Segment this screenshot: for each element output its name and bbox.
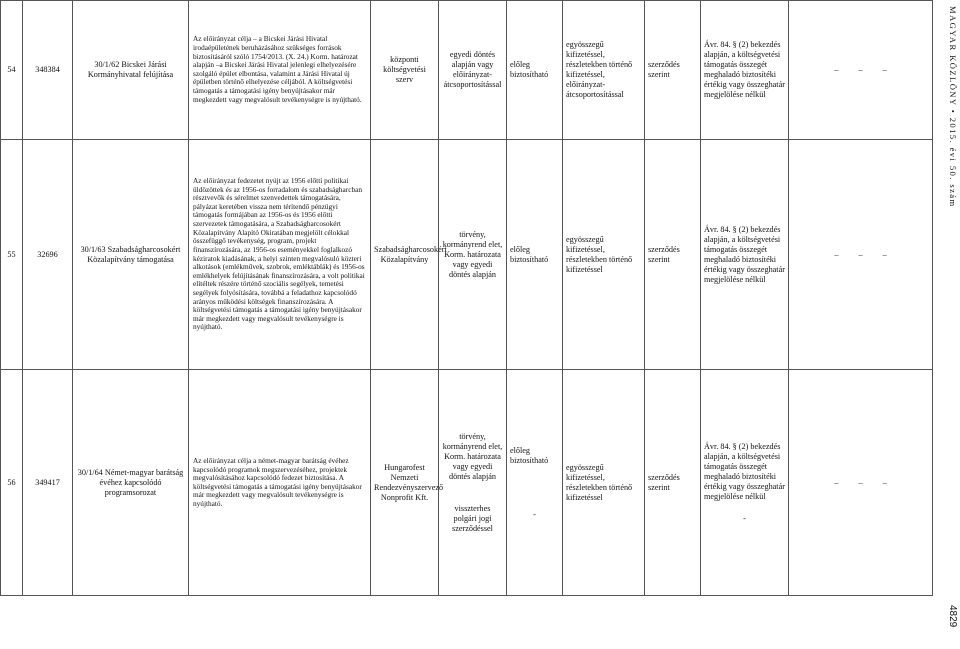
row-payment: egyösszegű kifizetéssel, részletekben történő kifizetéssel bbox=[563, 139, 645, 370]
row-guarantee bbox=[701, 370, 789, 596]
row-guarantee-bottom: - bbox=[743, 513, 746, 523]
row-title: 30/1/64 Német-magyar barátság évéhez kapcsolódó programsorozat bbox=[73, 370, 189, 596]
dash-2: – bbox=[858, 249, 863, 259]
row-payment: egyösszegű kifizetéssel, részletekben történő kifizetéssel bbox=[563, 370, 645, 596]
row-purpose bbox=[189, 370, 371, 596]
row-beneficiary: központi költségvetési szerv bbox=[371, 1, 439, 140]
row-method bbox=[439, 370, 507, 596]
row-guarantee-top: Ávr. 84. § (2) bekezdés alapján, a költségvetési támogatás összegét meghaladó biztosítéki értékig vagy összeghatár megjelölése nélkül bbox=[704, 441, 785, 501]
dash-1: – bbox=[834, 477, 839, 487]
row-number: 56 bbox=[1, 370, 23, 596]
row-purpose bbox=[189, 139, 371, 370]
table-row bbox=[1, 1, 933, 140]
row-handling: szerződés szerint bbox=[645, 370, 701, 596]
table-row bbox=[1, 370, 933, 596]
row-id: 348384 bbox=[23, 1, 73, 140]
row-id: 349417 bbox=[23, 370, 73, 596]
row-number: 55 bbox=[1, 139, 23, 370]
row-payment: egyösszegű kifizetéssel, részletekben történő kifizetéssel, előirányzat-átcsoportosítással bbox=[563, 1, 645, 140]
row-advance: előleg biztosítható bbox=[507, 1, 563, 140]
dash-3: – bbox=[882, 64, 887, 74]
dash-1: – bbox=[834, 64, 839, 74]
page-number-box bbox=[946, 605, 960, 645]
row-method: egyedi döntés alapján vagy előirányzat-átcsoportosítással bbox=[439, 1, 507, 140]
side-header-strip bbox=[944, 0, 960, 596]
row-handling: szerződés szerint bbox=[645, 1, 701, 140]
dash-3: – bbox=[882, 249, 887, 259]
row-purpose bbox=[189, 1, 371, 140]
row-guarantee: Ávr. 84. § (2) bekezdés alapján, a költségvetési támogatás összegét meghaladó biztosítéki értékig vagy összeghatár megjelölése nélkül bbox=[701, 1, 789, 140]
row-beneficiary: Szabadságharcosokért Közalapítvány bbox=[371, 139, 439, 370]
row-dashes bbox=[789, 139, 933, 370]
row-advance-bottom: - bbox=[533, 509, 536, 519]
running-header: MAGYAR KÖZLÖNY • 2015. évi 50. szám bbox=[948, 6, 958, 208]
row-id: 32696 bbox=[23, 139, 73, 370]
row-method-top: törvény, kormányrend elet, Korm. határozata vagy egyedi döntés alapján bbox=[442, 431, 503, 481]
row-title: 30/1/62 Bicskei Járási Kormányhivatal felújítása bbox=[73, 1, 189, 140]
row-advance bbox=[507, 370, 563, 596]
row-purpose-text: Az előirányzat fedezetet nyújt az 1956 előtti politikai üldözöttek és az 1956-os forradalom és szabadságharcban résztvevők és sérelmet szenvedettek támogatására, pályázat keretében vissza nem térítendő pénzügyi támogatás formájában az 1956-os és 1956 előtti szervezetek támogatására, a Szabadságharcosokért Közalapítvány Alapító Okiratában megjelölt célokkal összefüggő tevékenység, program, projekt finanszírozására, az 1956-os eseményekkel foglalkozó kéziratok kiadásának, a helyi szinten megvalósuló közteri alkotások (emlékművek, szobrok, emléktáblák) és 1956-os emlékhelyek felújításának finanszírozására, a volt politikai elítéltek részére történő szociális segélyek, temetési segélyek folyósítására, továbbá a feladathoz kapcsolódó arányos működési költségek finanszírozására. A költségvetési támogatás a támogatási igény benyújtásakor már megkezdett vagy megvalósult tevékenységre is nyújtható. bbox=[193, 176, 365, 332]
row-purpose-text: Az előirányzat célja a német-magyar barátság évéhez kapcsolódó programok megszervezéséhez, projektek megvalósításához kapcsolódó fedezet biztosítása. A költségvetési támogatás a támogatási igény benyújtásakor már megkezdett vagy megvalósult tevékenységre is nyújtható. bbox=[193, 455, 362, 508]
dash-2: – bbox=[858, 477, 863, 487]
table-row bbox=[1, 139, 933, 370]
row-advance: előleg biztosítható bbox=[507, 139, 563, 370]
row-method-bottom: visszterhes polgári jogi szerződéssel bbox=[452, 503, 493, 533]
dash-3: – bbox=[882, 477, 887, 487]
row-handling: szerződés szerint bbox=[645, 139, 701, 370]
row-advance-top: előleg biztosítható bbox=[510, 445, 549, 465]
row-purpose-text: Az előirányzat célja – a Bicskei Járási Hivatal irodaépületének beruházásához szükséges források biztosításáról szóló 1754/2013. (X. 24.) Korm. határozat alapján –a Bicskei Járási Hivatal jelenlegi elhelyezésére szolgáló épület elbontása, valamint a Járási Hivatal új épületben történő elhelyezése céljából. A költségvetési támogatás a támogatási igény benyújtásakor már megkezdett vagy megvalósult tevékenységre is nyújtható. bbox=[193, 34, 362, 104]
page-number: 4829 bbox=[947, 605, 958, 628]
row-title: 30/1/63 Szabadságharcosokért Közalapítvány támogatása bbox=[73, 139, 189, 370]
dash-1: – bbox=[834, 249, 839, 259]
row-dashes bbox=[789, 370, 933, 596]
row-method: törvény, kormányrend elet, Korm. határozata vagy egyedi döntés alapján bbox=[439, 139, 507, 370]
dash-2: – bbox=[858, 64, 863, 74]
row-dashes bbox=[789, 1, 933, 140]
row-beneficiary: Hungarofest Nemzeti Rendezvényszervező Nonprofit Kft. bbox=[371, 370, 439, 596]
row-guarantee: Ávr. 84. § (2) bekezdés alapján, a költségvetési támogatás összegét meghaladó biztosítéki értékig vagy összeghatár megjelölése nélkül bbox=[701, 139, 789, 370]
row-number: 54 bbox=[1, 1, 23, 140]
